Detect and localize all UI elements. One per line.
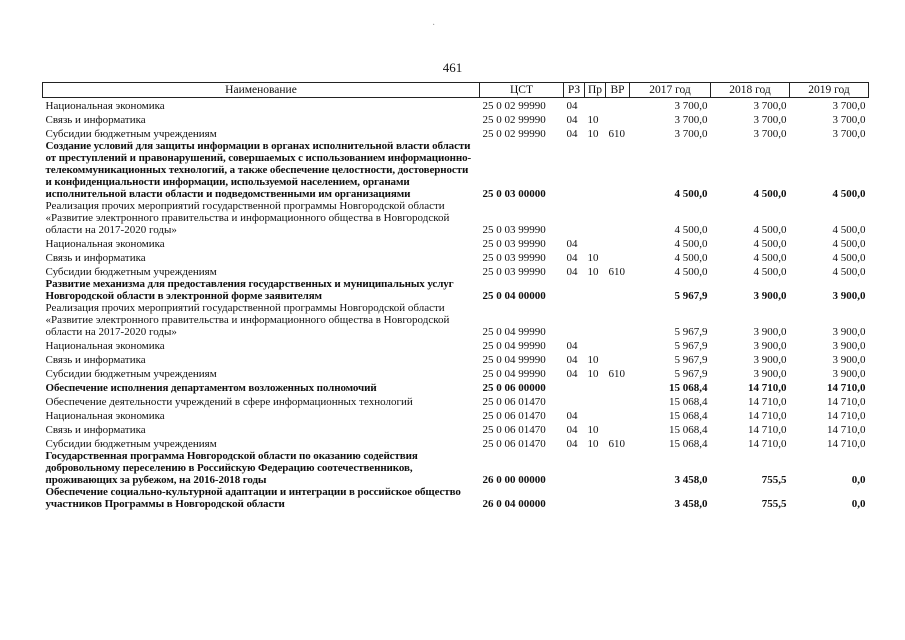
- row-pr: [585, 408, 606, 422]
- row-cst: 25 0 06 01470: [482, 424, 546, 436]
- table-row: [43, 366, 869, 380]
- row-2019: 4 500,0: [832, 238, 866, 250]
- row-vr: 610: [608, 438, 625, 450]
- table-row: [43, 200, 869, 236]
- header-pr: Пр: [585, 83, 606, 98]
- row-cst: 25 0 06 01470: [482, 410, 546, 422]
- row-pr: 10: [587, 438, 599, 450]
- row-2019: 3 700,0: [832, 100, 866, 112]
- row-2018: 3 700,0: [753, 128, 787, 140]
- row-pr: [585, 140, 606, 200]
- table-row: [43, 380, 869, 394]
- row-2017: 15 068,4: [669, 438, 708, 450]
- row-rz: 04: [566, 238, 578, 250]
- row-vr: [606, 250, 630, 264]
- table-row: [43, 352, 869, 366]
- row-rz: 04: [566, 128, 578, 140]
- row-vr: 610: [608, 266, 625, 278]
- row-name: Обеспечение исполнения департаментом возложенных полномочий: [45, 382, 377, 394]
- row-rz: 04: [566, 252, 578, 264]
- row-vr: [606, 98, 630, 113]
- row-vr: [606, 112, 630, 126]
- row-2019: 3 900,0: [832, 340, 866, 352]
- row-2019: 14 710,0: [827, 382, 866, 394]
- row-cst: 25 0 03 00000: [482, 188, 546, 200]
- row-2017: 15 068,4: [669, 410, 708, 422]
- header-rz: РЗ: [564, 83, 585, 98]
- row-name: Связь и информатика: [45, 114, 146, 126]
- row-2019: 4 500,0: [832, 224, 866, 236]
- row-vr: [606, 450, 630, 486]
- row-rz: 04: [566, 340, 578, 352]
- row-2017: 4 500,0: [674, 224, 708, 236]
- row-pr: [585, 450, 606, 486]
- row-2017: 4 500,0: [674, 238, 708, 250]
- row-rz: [564, 380, 585, 394]
- table-row: [43, 436, 869, 450]
- row-2017: 3 458,0: [674, 474, 708, 486]
- row-vr: [606, 408, 630, 422]
- row-2017: 3 700,0: [674, 114, 708, 126]
- scan-speck: ·: [432, 20, 436, 31]
- row-2019: 3 900,0: [832, 326, 866, 338]
- row-cst: 25 0 03 99990: [482, 224, 546, 236]
- table-row: [43, 264, 869, 278]
- row-pr: [585, 278, 606, 302]
- row-rz: 04: [566, 410, 578, 422]
- table-body: [43, 98, 869, 511]
- row-pr: [585, 380, 606, 394]
- row-rz: [564, 140, 585, 200]
- row-pr: [585, 98, 606, 113]
- row-name: Реализация прочих мероприятий государственной программы Новгородской области «Развитие электронного правительства и информационного общества в Новгородской области на 2017-2020 годы»: [45, 200, 450, 236]
- table-row: [43, 236, 869, 250]
- header-vr: ВР: [606, 83, 630, 98]
- row-2019: 4 500,0: [832, 188, 866, 200]
- row-name: Национальная экономика: [45, 340, 165, 352]
- row-2018: 14 710,0: [748, 438, 787, 450]
- row-cst: 25 0 04 99990: [482, 354, 546, 366]
- row-2018: 3 900,0: [753, 326, 787, 338]
- row-rz: 04: [566, 114, 578, 126]
- row-cst: 25 0 06 01470: [482, 438, 546, 450]
- row-2017: 3 700,0: [674, 100, 708, 112]
- row-name: Национальная экономика: [45, 410, 165, 422]
- row-pr: 10: [587, 354, 599, 366]
- row-2017: 3 458,0: [674, 498, 708, 510]
- row-name: Связь и информатика: [45, 354, 146, 366]
- row-vr: 610: [608, 128, 625, 140]
- row-2019: 4 500,0: [832, 252, 866, 264]
- row-2018: 755,5: [761, 474, 787, 486]
- row-pr: 10: [587, 266, 599, 278]
- row-rz: [564, 302, 585, 338]
- row-2018: 3 900,0: [753, 340, 787, 352]
- row-rz: [564, 450, 585, 486]
- row-2018: 3 900,0: [753, 290, 787, 302]
- row-name: Субсидии бюджетным учреждениям: [45, 438, 217, 450]
- row-vr: [606, 236, 630, 250]
- row-2017: 3 700,0: [674, 128, 708, 140]
- row-pr: [585, 394, 606, 408]
- row-2017: 5 967,9: [674, 354, 708, 366]
- row-2018: 4 500,0: [753, 224, 787, 236]
- row-pr: [585, 236, 606, 250]
- row-name: Национальная экономика: [45, 100, 165, 112]
- row-name: Государственная программа Новгородской области по оказанию содействия добровольному переселению в Российскую Федерацию соотечественников, проживающих за рубежом, на 2016-2018 годы: [45, 450, 418, 486]
- row-pr: [585, 302, 606, 338]
- row-cst: 26 0 00 00000: [482, 474, 546, 486]
- row-2019: 0,0: [851, 498, 866, 510]
- row-2019: 3 700,0: [832, 114, 866, 126]
- row-pr: [585, 338, 606, 352]
- table-row: [43, 302, 869, 338]
- table-row: [43, 140, 869, 200]
- row-2019: 0,0: [851, 474, 866, 486]
- row-vr: [606, 200, 630, 236]
- row-vr: [606, 302, 630, 338]
- row-rz: [564, 278, 585, 302]
- row-name: Связь и информатика: [45, 252, 146, 264]
- row-pr: [585, 200, 606, 236]
- row-name: Связь и информатика: [45, 424, 146, 436]
- header-2018: 2018 год: [711, 83, 790, 98]
- row-2019: 14 710,0: [827, 438, 866, 450]
- table-row: [43, 486, 869, 510]
- header-2019: 2019 год: [790, 83, 869, 98]
- row-rz: 04: [566, 266, 578, 278]
- row-rz: 04: [566, 354, 578, 366]
- row-pr: 10: [587, 252, 599, 264]
- table-row: [43, 338, 869, 352]
- row-2017: 5 967,9: [674, 340, 708, 352]
- row-2017: 5 967,9: [674, 290, 708, 302]
- row-2017: 5 967,9: [674, 326, 708, 338]
- row-2017: 15 068,4: [669, 396, 708, 408]
- row-cst: 25 0 06 00000: [482, 382, 546, 394]
- row-rz: [564, 394, 585, 408]
- row-vr: [606, 380, 630, 394]
- row-2017: 4 500,0: [674, 188, 708, 200]
- table-row: [43, 98, 869, 113]
- row-2018: 3 700,0: [753, 114, 787, 126]
- row-2019: 14 710,0: [827, 410, 866, 422]
- row-vr: [606, 422, 630, 436]
- row-2018: 14 710,0: [748, 424, 787, 436]
- row-vr: [606, 394, 630, 408]
- row-2018: 3 900,0: [753, 368, 787, 380]
- row-name: Создание условий для защиты информации в органах исполнительной власти области от преступлений и правонарушений, совершаемых с использованием информационно-телекоммуникационных технологий, а также обеспечение целостности, достоверности и конфиденциальности информации, используемой населением, органами исполнительной власти области и подведомственными им организациями: [45, 140, 472, 200]
- row-rz: 04: [566, 100, 578, 112]
- row-2018: 755,5: [761, 498, 787, 510]
- row-vr: [606, 338, 630, 352]
- row-cst: 25 0 03 99990: [482, 238, 546, 250]
- row-cst: 25 0 04 99990: [482, 326, 546, 338]
- row-vr: 610: [608, 368, 625, 380]
- header-cst: ЦСТ: [480, 83, 564, 98]
- row-2017: 5 967,9: [674, 368, 708, 380]
- row-cst: 25 0 04 00000: [482, 290, 546, 302]
- row-name: Субсидии бюджетным учреждениям: [45, 368, 217, 380]
- row-name: Реализация прочих мероприятий государственной программы Новгородской области «Развитие электронного правительства и информационного общества в Новгородской области на 2017-2020 годы»: [45, 302, 450, 338]
- table-row: [43, 278, 869, 302]
- row-rz: [564, 486, 585, 510]
- row-cst: 25 0 02 99990: [482, 114, 546, 126]
- row-vr: [606, 278, 630, 302]
- table-row: [43, 126, 869, 140]
- budget-table: [42, 82, 869, 510]
- row-2018: 4 500,0: [753, 252, 787, 264]
- row-2017: 15 068,4: [669, 424, 708, 436]
- row-pr: [585, 486, 606, 510]
- row-2018: 14 710,0: [748, 382, 787, 394]
- table-row: [43, 112, 869, 126]
- row-vr: [606, 352, 630, 366]
- row-name: Развитие механизма для предоставления государственных и муниципальных услуг Новгородской области в электронной форме заявителям: [45, 278, 454, 302]
- table-row: [43, 250, 869, 264]
- row-name: Национальная экономика: [45, 238, 165, 250]
- row-2018: 3 700,0: [753, 100, 787, 112]
- row-cst: 26 0 04 00000: [482, 498, 546, 510]
- page-number: 461: [442, 60, 463, 75]
- row-name: Субсидии бюджетным учреждениям: [45, 128, 217, 140]
- table-row: [43, 394, 869, 408]
- row-2018: 14 710,0: [748, 396, 787, 408]
- row-2018: 3 900,0: [753, 354, 787, 366]
- row-2017: 4 500,0: [674, 252, 708, 264]
- row-2019: 3 700,0: [832, 128, 866, 140]
- row-2018: 4 500,0: [753, 238, 787, 250]
- row-2019: 4 500,0: [832, 266, 866, 278]
- row-rz: 04: [566, 438, 578, 450]
- row-cst: 25 0 02 99990: [482, 100, 546, 112]
- header-2017: 2017 год: [630, 83, 711, 98]
- row-2018: 14 710,0: [748, 410, 787, 422]
- row-2019: 3 900,0: [832, 354, 866, 366]
- row-rz: [564, 200, 585, 236]
- table-row: [43, 422, 869, 436]
- row-2019: 3 900,0: [832, 368, 866, 380]
- row-2018: 4 500,0: [753, 266, 787, 278]
- row-name: Обеспечение социально-культурной адаптации и интеграции в российское общество участников Программы в Новгородской области: [45, 486, 461, 510]
- table-row: [43, 450, 869, 486]
- row-name: Обеспечение деятельности учреждений в сфере информационных технологий: [45, 396, 413, 408]
- row-rz: 04: [566, 424, 578, 436]
- row-2019: 14 710,0: [827, 424, 866, 436]
- row-vr: [606, 486, 630, 510]
- row-pr: 10: [587, 424, 599, 436]
- row-pr: 10: [587, 128, 599, 140]
- row-cst: 25 0 06 01470: [482, 396, 546, 408]
- row-cst: 25 0 04 99990: [482, 340, 546, 352]
- row-pr: 10: [587, 368, 599, 380]
- row-vr: [606, 140, 630, 200]
- row-pr: 10: [587, 114, 599, 126]
- row-2017: 4 500,0: [674, 266, 708, 278]
- row-rz: 04: [566, 368, 578, 380]
- row-cst: 25 0 04 99990: [482, 368, 546, 380]
- row-2018: 4 500,0: [753, 188, 787, 200]
- table-header-row: [43, 83, 869, 98]
- row-cst: 25 0 03 99990: [482, 266, 546, 278]
- row-2017: 15 068,4: [669, 382, 708, 394]
- table-row: [43, 408, 869, 422]
- row-cst: 25 0 02 99990: [482, 128, 546, 140]
- row-cst: 25 0 03 99990: [482, 252, 546, 264]
- row-2019: 14 710,0: [827, 396, 866, 408]
- row-name: Субсидии бюджетным учреждениям: [45, 266, 217, 278]
- row-2019: 3 900,0: [832, 290, 866, 302]
- header-name: Наименование: [43, 83, 480, 98]
